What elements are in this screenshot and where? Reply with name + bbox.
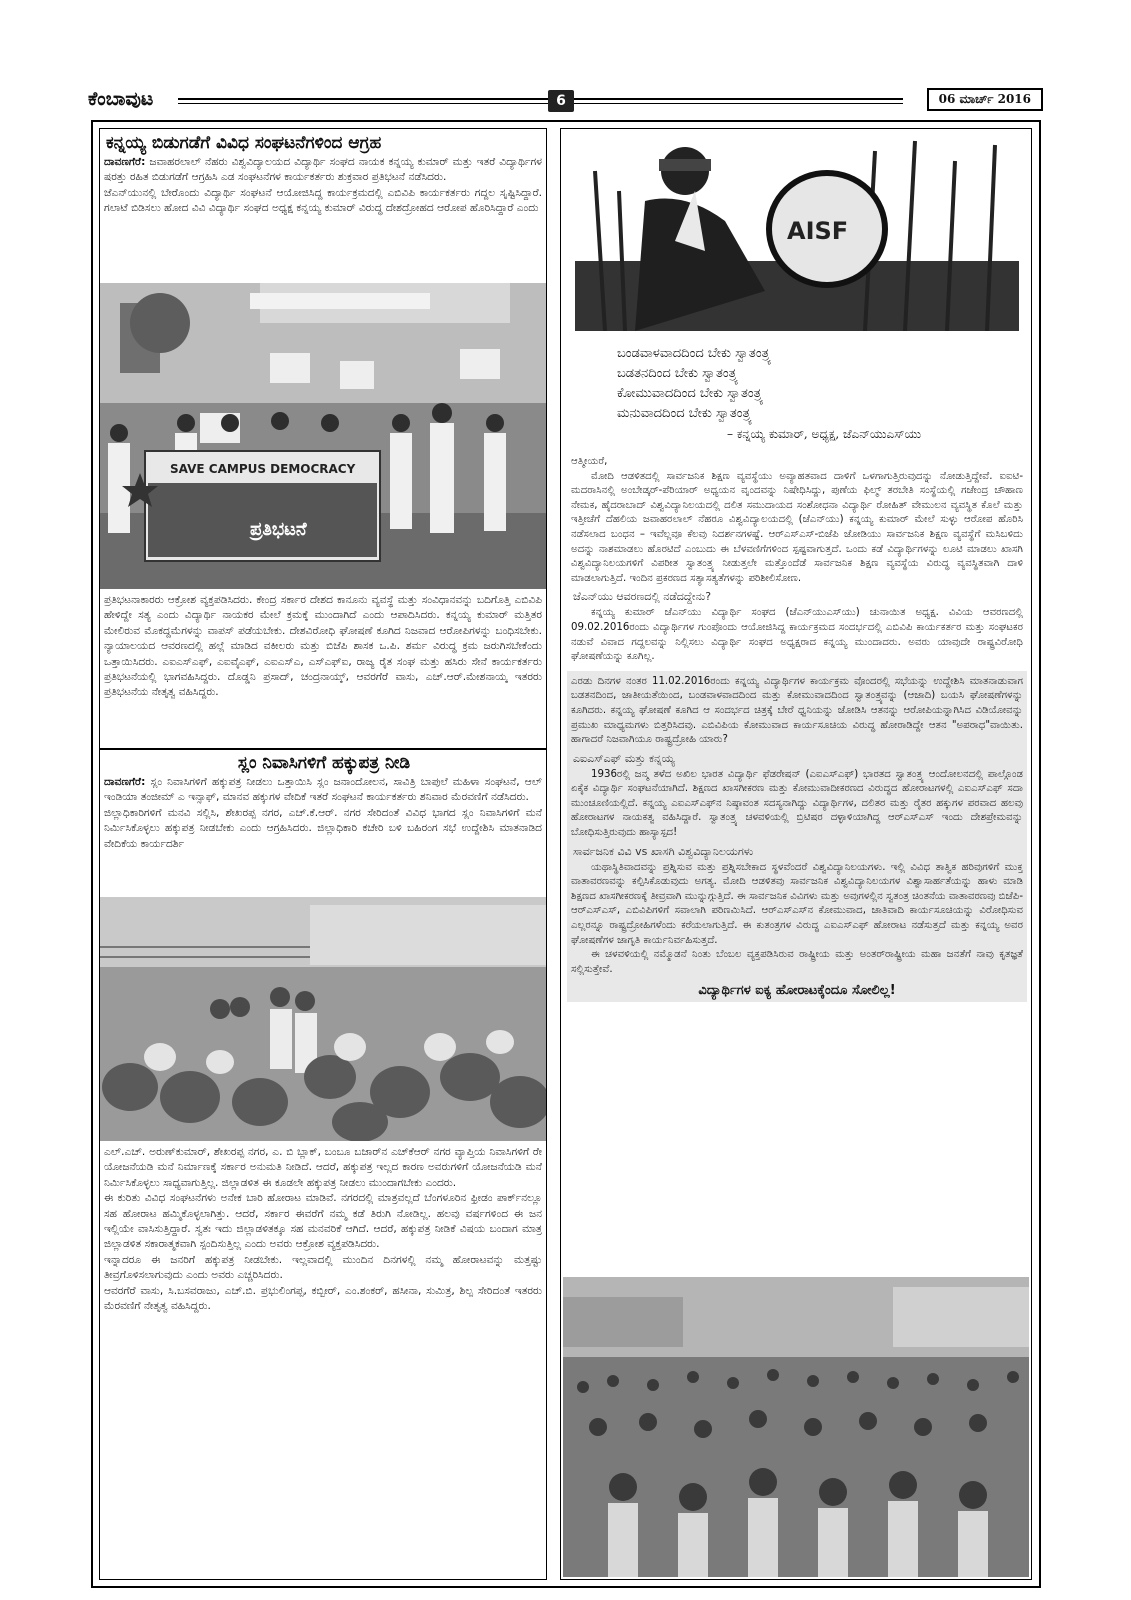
statement-body <box>567 455 1027 1002</box>
slogan: ವಿದ್ಯಾರ್ಥಿಗಳ ಐಕ್ಯ ಹೋರಾಟಕ್ಕೆಂದೂ ಸೋಲಿಲ್ಲ! <box>698 983 896 999</box>
issue-date: 06 ಮಾರ್ಚ್ 2016 <box>927 88 1043 111</box>
protest-photo-image <box>100 283 546 589</box>
student-crowd-image <box>563 1277 1029 1577</box>
paragraph: 1936ರಲ್ಲಿ ಜನ್ಮ ತಳೆದ ಅಖಿಲ ಭಾರತ ವಿದ್ಯಾರ್ಥಿ ಫೆಡರೇಷನ್ (ಎಐಎಸ್‌ಎಫ್) ಭಾರತದ ಸ್ವಾತಂತ್ರ್ಯ ಆಂದೋಲನದಲ್ಲಿ ಪಾಲ್ಗೊಂಡ ಏಕೈಕ ವಿದ್ಯಾರ್ಥಿ ಸಂಘಟನೆಯಾಗಿದೆ. ಶಿಕ್ಷಣದ ಖಾಸಗೀಕರಣ ಮತ್ತು ಕೋಮುವಾದೀಕರಣದ ವಿರುದ್ಧದ ಹೋರಾಟಗಳಲ್ಲಿ ಎಐಎಸ್‌ಎಫ್ ಸದಾ ಮುಂಚೂಣಿಯಲ್ಲಿದೆ. ಕನ್ನಯ್ಯ ಎಐಎಸ್‌ಎಫ್‌ನ ನಿಷ್ಠಾವಂತ ಸದಸ್ಯನಾಗಿದ್ದು ವಿದ್ಯಾರ್ಥಿಗಳ, ದಲಿತರ ಮತ್ತು ರೈತರ ಹಕ್ಕುಗಳ ಪರವಾದ ಹಲವು ಹೋರಾಟಗಳ ನಾಯಕತ್ವ ವಹಿಸಿದ್ದಾರೆ. ಸ್ವಾತಂತ್ರ್ಯ ಚಳವಳಿಯಲ್ಲಿ ಬ್ರಿಟಿಷರ ದಳ್ಳಾಳಿಯಾಗಿದ್ದ ಆರ್‌ಎಸ್‌ಎಸ್ ಇಂದು ದೇಶಪ್ರೇಮವನ್ನು ಬೋಧಿಸುತ್ತಿರುವುದು ಹಾಸ್ಯಾಸ್ಪದ! <box>571 768 1023 839</box>
paragraph: ದಾವಣಗೆರೆ: ಜವಾಹರಲಾಲ್ ನೆಹರು ವಿಶ್ವವಿದ್ಯಾಲಯದ ವಿದ್ಯಾರ್ಥಿ ಸಂಘದ ನಾಯಕ ಕನ್ನಯ್ಯ ಕುಮಾರ್ ಮತ್ತು ಇತರೆ ವಿದ್ಯಾರ್ಥಿಗಳ ಷರತ್ತು ರಹಿತ ಬಿಡುಗಡೆಗೆ ಆಗ್ರಹಿಸಿ ಎಡ ಸಂಘಟನೆಗಳ ಕಾರ್ಯಕರ್ತರು ಶುಕ್ರವಾರ ಪ್ರತಿಭಟನೆ ನಡೆಸಿದರು. <box>104 156 543 184</box>
right-column-aisf-statement <box>560 128 1032 1580</box>
kanhaiya-poem <box>617 344 1017 444</box>
banner-sub: ಪ್ರತಿಭಟನೆ <box>250 519 307 540</box>
article-kanhaiya-release <box>99 128 547 750</box>
poem-line: ಕೋಮುವಾದದಿಂದ ಬೇಕು ಸ್ವಾತಂತ್ರ್ಯ <box>617 386 764 401</box>
dateline: ದಾವಣಗೆರೆ: <box>104 156 146 168</box>
paragraph: ಕನ್ನಯ್ಯ ಕುಮಾರ್ ಜೆಎನ್‌ಯು ವಿದ್ಯಾರ್ಥಿ ಸಂಘದ (ಜೆಎನ್‌ಯುಎಸ್‌ಯು) ಚುನಾಯಿತ ಅಧ್ಯಕ್ಷ. ವಿವಿಯ ಆವರಣದಲ್ಲಿ 09.02.2016ರಂದು ವಿದ್ಯಾರ್ಥಿಗಳ ಗುಂಪೊಂದು ಆಯೋಜಿಸಿದ್ದ ಕಾರ್ಯಕ್ರಮದ ಸಂದರ್ಭದಲ್ಲಿ ಎಬಿವಿಪಿ ಕಾರ್ಯಕರ್ತರ ಮತ್ತು ಸಂಘಟಕರ ನಡುವೆ ವಿವಾದ ಗದ್ದಲವನ್ನು ನಿಲ್ಲಿಸಲು ವಿದ್ಯಾರ್ಥಿ ಸಂಘದ ಅಧ್ಯಕ್ಷರಾದ ಕನ್ನಯ್ಯ ಮುಂದಾದರು. ಅವರು ಯಾವುದೇ ರಾಷ್ಟ್ರವಿರೋಧಿ ಘೋಷಣೆಯನ್ನು ಕೂಗಿಲ್ಲ. <box>571 607 1023 663</box>
protest-photo <box>100 283 546 589</box>
subheading: ಜೆಎನ್‌ಯು ಆವರಣದಲ್ಲಿ ನಡೆದದ್ದೇನು? <box>573 590 712 604</box>
paragraph: ಈ ಕುರಿತು ವಿವಿಧ ಸಂಘಟನೆಗಳು ಅನೇಕ ಬಾರಿ ಹೋರಾಟ ಮಾಡಿವೆ. ನಗರದಲ್ಲಿ ಮಾತ್ರವಲ್ಲದೆ ಬೆಂಗಳೂರಿನ ಫ್ರೀಡಂ ಪಾರ್ಕ್‌ನಲ್ಲೂ ಸಹ ಹೋರಾಟ ಹಮ್ಮಿಕೊಳ್ಳಲಾಗಿತ್ತು. ಆದರೆ, ಸರ್ಕಾರ ಈವರೆಗೆ ನಮ್ಮ ಕಡೆ ತಿರುಗಿ ನೋಡಿಲ್ಲ. ಹಲವು ವರ್ಷಗಳಿಂದ ಈ ಜನ ಇಲ್ಲಿಯೇ ವಾಸಿಸುತ್ತಿದ್ದಾರೆ. ಸ್ವತಃ ಇದು ಜಿಲ್ಲಾಡಳಿತಕ್ಕೂ ಸಹ ಮನವರಿಕೆ ಆಗಿದೆ. ಆದರೆ, ಹಕ್ಕುಪತ್ರ ನೀಡಿಕೆ ವಿಷಯ ಬಂದಾಗ ಮಾತ್ರ ಜಿಲ್ಲಾಡಳಿತ ಸಕಾರಾತ್ಮಕವಾಗಿ ಸ್ಪಂದಿಸುತ್ತಿಲ್ಲ ಎಂದು ಅವರು ಆಕ್ರೋಶ ವ್ಯಕ್ತಪಡಿಸಿದರು. <box>104 1192 542 1251</box>
drum-label: AISF <box>787 217 849 245</box>
masthead-rule <box>178 98 903 100</box>
headline: ಕನ್ನಯ್ಯ ಬಿಡುಗಡೆಗೆ ವಿವಿಧ ಸಂಘಟನೆಗಳಿಂದ ಆಗ್ರಹ <box>106 133 382 153</box>
paragraph: ಯಥಾಸ್ಥಿತಿವಾದವನ್ನು ಪ್ರಶ್ನಿಸುವ ಮತ್ತು ಪ್ರಶ್ನಿಸಬೇಕಾದ ಸ್ಥಳವೆಂದರೆ ವಿಶ್ವವಿದ್ಯಾನಿಲಯಗಳು. ಇಲ್ಲಿ ವಿವಿಧ ತಾತ್ವಿಕ ಹರಿವುಗಳಿಗೆ ಮುಕ್ತ ವಾತಾವರಣವನ್ನು ಕಲ್ಪಿಸಿಕೊಡುವುದು ಅಗತ್ಯ. ಮೋದಿ ಆಡಳಿತವು ಸಾರ್ವಜನಿಕ ವಿಶ್ವವಿದ್ಯಾನಿಲಯಗಳ ವಿಶ್ವಾಸಾರ್ಹತೆಯನ್ನು ಹಾಳು ಮಾಡಿ ಶಿಕ್ಷಣದ ಖಾಸಗೀಕರಣಕ್ಕೆ ತೀವ್ರವಾಗಿ ಮುನ್ನುಗ್ಗುತ್ತಿದೆ. ಈ ಸಾರ್ವಜನಿಕ ವಿವಿಗಳು ಮತ್ತು ಅವುಗಳಲ್ಲಿನ ಸ್ವತಂತ್ರ ಚಿಂತನೆಯ ವಾತಾವರಣವು ಬಿಜೆಪಿ-ಆರ್‌ಎಸ್‌ಎಸ್, ಎಬಿವಿಪಿಗಳಿಗೆ ಸವಾಲಾಗಿ ಪರಿಣಮಿಸಿದೆ. ಆರ್‌ಎಸ್‌ಎಸ್‌ನ ಕೋಮುವಾದ, ಜಾತಿವಾದಿ ಕಾರ್ಯಸೂಚಿಯನ್ನು ವಿರೋಧಿಸುವ ಎಲ್ಲರನ್ನೂ ರಾಷ್ಟ್ರದ್ರೋಹಿಗಳೆಂದು ಕರೆಯಲಾಗುತ್ತಿದೆ. ಈ ಕುತಂತ್ರಗಳ ವಿರುದ್ಧ ಎಐಎಸ್‌ಎಫ್ ಹೋರಾಟ ನಡೆಸುತ್ತದೆ ಮತ್ತು ಕನ್ನಯ್ಯ ಅವರ ಘೋಷಣೆಗಳ ಜಾಗೃತಿ ಕಾರ್ಯನಿರ್ವಹಿಸುತ್ತದೆ. <box>571 861 1023 946</box>
page-number: 6 <box>548 90 574 112</box>
paragraph: ಜಿಲ್ಲಾಧಿಕಾರಿಗಳಿಗೆ ಮನವಿ ಸಲ್ಲಿಸಿ, ಶೇಖರಪ್ಪ ನಗರ, ಎಚ್.ಕೆ.ಆರ್. ನಗರ ಸೇರಿದಂತೆ ವಿವಿಧ ಭಾಗದ ಸ್ಲಂ ನಿವಾಸಿಗಳಿಗೆ ಮನೆ ನಿರ್ಮಿಸಿಕೊಳ್ಳಲು ಹಕ್ಕುಪತ್ರ ನೀಡಬೇಕು ಎಂದು ಆಗ್ರಹಿಸಿದರು. ಜಿಲ್ಲಾಧಿಕಾರಿ ಕಚೇರಿ ಬಳಿ ಬಹಿರಂಗ ಸಭೆ ಉದ್ದೇಶಿಸಿ ಮಾತನಾಡಿದ ವೇದಿಕೆಯ ಕಾರ್ಯದರ್ಶಿ <box>104 806 542 850</box>
paragraph: ದಾವಣಗೆರೆ: ಸ್ಲಂ ನಿವಾಸಿಗಳಿಗೆ ಹಕ್ಕುಪತ್ರ ನೀಡಲು ಒತ್ತಾಯಿಸಿ ಸ್ಲಂ ಜನಾಂದೋಲನ, ಸಾವಿತ್ರಿ ಬಾಪುಲೆ ಮಹಿಳಾ ಸಂಘಟನೆ, ಆಲ್ ಇಂಡಿಯಾ ತಂಜೀಮ್ ಎ ಇನ್ಸಾಫ್, ಮಾನವ ಹಕ್ಕುಗಳ ವೇದಿಕೆ ಇತರೆ ಸಂಘಟನೆ ಕಾರ್ಯಕರ್ತರು ಶನಿವಾರ ಮೆರವಣಿಗೆ ನಡೆಸಿದರು. <box>104 776 542 804</box>
paragraph: ಎರಡು ದಿನಗಳ ನಂತರ 11.02.2016ರಂದು ಕನ್ನಯ್ಯ ವಿದ್ಯಾರ್ಥಿಗಳ ಕಾರ್ಯಕ್ರಮ ವೊಂದರಲ್ಲಿ ಸಭೆಯನ್ನು ಉದ್ದೇಶಿಸಿ ಮಾತನಾಡುವಾಗ ಬಡತನದಿಂದ, ಜಾತೀಯತೆಯಿಂದ, ಬಂಡವಾಳವಾದದಿಂದ ಮತ್ತು ಕೋಮುವಾದದಿಂದ ಸ್ವಾತಂತ್ರ್ಯವನ್ನು (ಆಜಾದಿ) ಬಯಸಿ ಘೋಷಣೆಗಳನ್ನು ಕೂಗಿದರು. ಕನ್ನಯ್ಯ ಘೋಷಣೆ ಕೂಗಿದ ಆ ಸಂದರ್ಭದ ಚಿತ್ರಕ್ಕೆ ಬೇರೆ ಧ್ವನಿಯನ್ನು ಜೋಡಿಸಿ ಆತನನ್ನು ಆರೋಪಿಯನ್ನಾಗಿಸಿದ ವಿಡಿಯೋವನ್ನು ಪ್ರಮುಖ ಮಾಧ್ಯಮಗಳು ಬಿತ್ತರಿಸಿದವು. ಎಬಿವಿಪಿಯ ಕೋಮುವಾದ ಕಾರ್ಯಸೂಚಿಯ ವಿರುದ್ಧ ಹೋರಾಡಿದ್ದೇ ಆತನ "ಅಪರಾಧ"ವಾಯಿತು. ಹಾಗಾದರೆ ನಿಜವಾಗಿಯೂ ರಾಷ್ಟ್ರದ್ರೋಹಿ ಯಾರು? <box>571 675 1023 746</box>
paragraph: ಆವರಗೆರೆ ವಾಸು, ಸಿ.ಬಸವರಾಜು, ಎಚ್.ಬಿ. ಪ್ರಭುಲಿಂಗಪ್ಪ, ಕಬ್ಬೀರ್, ಎಂ.ಶಂಕರ್, ಹಸೀನಾ, ಸುಮಿತ್ರ, ಶಿಲ್ಪ ಸೇರಿದಂತೆ ಇತರರು ಮೆರವಣಿಗೆ ನೇತೃತ್ವ ವಹಿಸಿದ್ದರು. <box>104 1284 542 1313</box>
paragraph: ಇನ್ನಾದರೂ ಈ ಜನರಿಗೆ ಹಕ್ಕುಪತ್ರ ನೀಡಬೇಕು. ಇಲ್ಲವಾದಲ್ಲಿ ಮುಂದಿನ ದಿನಗಳಲ್ಲಿ ನಮ್ಮ ಹೋರಾಟವನ್ನು ಮತ್ತಷ್ಟು ತೀವ್ರಗೊಳಿಸಲಾಗುವುದು ಎಂದು ಅವರು ಎಚ್ಚರಿಸಿದರು. <box>104 1253 542 1282</box>
newspaper-title: ಕೆಂಬಾವುಟ <box>88 88 154 110</box>
aisf-illustration <box>575 131 1019 331</box>
paragraph: ಜೆಎನ್‌ಯುನಲ್ಲಿ ಬೇರೊಂದು ವಿದ್ಯಾರ್ಥಿ ಸಂಘಟನೆ ಆಯೋಜಿಸಿದ್ದ ಕಾರ್ಯಕ್ರಮದಲ್ಲಿ ಎಬಿವಿಪಿ ಕಾರ್ಯಕರ್ತರು ಗದ್ದಲ ಸೃಷ್ಟಿಸಿದ್ದಾರೆ. ಗಲಾಟೆ ಬಿಡಿಸಲು ಹೋದ ವಿವಿ ವಿದ್ಯಾರ್ಥಿ ಸಂಘದ ಅಧ್ಯಕ್ಷ ಕನ್ನಯ್ಯ ಕುಮಾರ್ ವಿರುದ್ಧ ದೇಶದ್ರೋಹದ ಆರೋಪ ಹೊರಿಸಿದ್ದಾರೆ ಎಂದು <box>104 186 542 215</box>
paragraph: ಮೋದಿ ಆಡಳಿತದಲ್ಲಿ ಸಾರ್ವಜನಿಕ ಶಿಕ್ಷಣ ವ್ಯವಸ್ಥೆಯು ಅವ್ಯಾಹತವಾದ ದಾಳಿಗೆ ಒಳಗಾಗುತ್ತಿರುವುದನ್ನು ನೋಡುತ್ತಿದ್ದೇವೆ. ಐಐಟಿ-ಮದರಾಸಿನಲ್ಲಿ ಅಂಬೇಡ್ಕರ್-ಪೆರಿಯಾರ್ ಅಧ್ಯಯನ ವೃಂದವನ್ನು ನಿಷೇಧಿಸಿದ್ದು, ಪುಣೆಯ ಫಿಲ್ಮ್ ತರಬೇತಿ ಸಂಸ್ಥೆಯಲ್ಲಿ ಗಜೇಂದ್ರ ಚೌಹಾಣ ನೇಮಕ, ಹೈದರಾಬಾದ್ ವಿಶ್ವವಿದ್ಯಾನಿಲಯದಲ್ಲಿ ದಲಿತ ಸಮುದಾಯದ ಸಂಶೋಧನಾ ವಿದ್ಯಾರ್ಥಿ ರೋಹಿತ್ ವೇಮುಲನ ವ್ಯವಸ್ಥಿತ ಕೊಲೆ ಮತ್ತು ಇತ್ತೀಚೆಗೆ ದೆಹಲಿಯ ಜವಾಹರಲಾಲ್ ನೆಹರೂ ವಿಶ್ವವಿದ್ಯಾಲಯದಲ್ಲಿ (ಜೆಎನ್‌ಯು) ಕನ್ನಯ್ಯ ಕುಮಾರ್ ಮೇಲೆ ಸುಳ್ಳು ಆರೋಪ ಹೊರಿಸಿ ನಡೆಸಲಾದ ಬಂಧನ – ಇವೆಲ್ಲವೂ ಕೆಲವು ನಿದರ್ಶನಗಳಷ್ಟೆ. ಆರ್‌ಎಸ್‌ಎಸ್-ಬಿಜೆಪಿ ಜೋಡಿಯು ಸಾರ್ವಜನಿಕ ಶಿಕ್ಷಣ ವ್ಯವಸ್ಥೆಗೆ ಮಸಿಬಳಿದು ಅದನ್ನು ನಾಶಮಾಡಲು ಹೊರಟಿದೆ ಎಂಬುದು ಈ ಬೆಳವಣಿಗೆಗಳಿಂದ ಸ್ಪಷ್ಟವಾಗುತ್ತದೆ. ಒಂದು ಕಡೆ ವಿದ್ಯಾರ್ಥಿಗಳನ್ನು ಲೂಟಿ ಮಾಡಲು ಖಾಸಗಿ ವಿಶ್ವವಿದ್ಯಾನಿಲಯಗಳಿಗೆ ವಿಪರೀತ ಸ್ವಾತಂತ್ರ್ಯ ನೀಡುತ್ತಲೇ ಮತ್ತೊಂದೆಡೆ ಸಾರ್ವಜನಿಕ ಶಿಕ್ಷಣ ವ್ಯವಸ್ಥೆಯ ವಿರುದ್ಧ ವ್ಯವಸ್ಥಿತವಾಗಿ ದಾಳಿ ಮಾಡಲಾಗುತ್ತಿದೆ. ಇಂದಿನ ಪ್ರಕರಣದ ಸತ್ಯಾಸತ್ಯತೆಗಳನ್ನು ಪರಿಶೀಲಿಸೋಣ. <box>571 470 1023 584</box>
poem-line: ಬಡತನದಿಂದ ಬೇಕು ಸ್ವಾತಂತ್ರ್ಯ <box>617 366 739 381</box>
aisf-drum-illustration <box>575 131 1019 331</box>
banner-text: SAVE CAMPUS DEMOCRACY <box>170 462 356 476</box>
poem-line: ಬಂಡವಾಳವಾದದಿಂದ ಬೇಕು ಸ್ವಾತಂತ್ರ್ಯ <box>617 346 772 361</box>
masthead <box>88 88 1043 116</box>
masthead-rule <box>178 103 903 104</box>
poem-line: ಮನುವಾದದಿಂದ ಬೇಕು ಸ್ವಾತಂತ್ರ್ಯ <box>617 406 753 421</box>
left-column <box>99 128 547 1580</box>
paragraph: ಪ್ರತಿಭಟನಾಕಾರರು ಆಕ್ರೋಶ ವ್ಯಕ್ತಪಡಿಸಿದರು. ಕೇಂದ್ರ ಸರ್ಕಾರ ದೇಶದ ಕಾನೂನು ವ್ಯವಸ್ಥೆ ಮತ್ತು ಸಂವಿಧಾನವನ್ನು ಬದಿಗೊತ್ತಿ ಎಬಿವಿಪಿ ಹೇಳಿದ್ದೇ ಸತ್ಯ ಎಂದು ವಿದ್ಯಾರ್ಥಿ ನಾಯಕರ ಮೇಲೆ ಕ್ರಮಕ್ಕೆ ಮುಂದಾಗಿದೆ ಎಂದು ಆಪಾದಿಸಿದರು. ಕನ್ನಯ್ಯ ಕುಮಾರ್ ಮತ್ತಿತರ ಮೇಲಿರುವ ಮೊಕದ್ದಮೆಗಳನ್ನು ವಾಪಸ್ ಪಡೆಯಬೇಕು. ದೇಶವಿರೋಧಿ ಘೋಷಣೆ ಕೂಗಿದ ನಿಜವಾದ ಆರೋಪಿಗಳನ್ನು ಬಂಧಿಸಬೇಕು. ನ್ಯಾಯಾಲಯದ ಆವರಣದಲ್ಲಿ ಹಲ್ಲೆ ಮಾಡಿದ ವಕೀಲರು ಮತ್ತು ಬಿಜೆಪಿ ಶಾಸಕ ಒ.ಪಿ. ಶರ್ಮ ವಿರುದ್ಧ ಕ್ರಮ ಜರುಗಿಸಬೇಕೆಂದು ಒತ್ತಾಯಿಸಿದರು. ಎಐಎಸ್‌ಎಫ್, ಎಐವೈಎಫ್, ಎಐಎಸ್‌ಎ, ಎಸ್‌ಎಫ್‌ಐ, ರಾಜ್ಯ ರೈತ ಸಂಘ ಮತ್ತು ಹಸಿರು ಸೇನೆ ಕಾರ್ಯಕರ್ತರು ಪ್ರತಿಭಟನೆಯಲ್ಲಿ ಭಾಗವಹಿಸಿದ್ದರು. ದೊಡ್ಡನಿ ಪ್ರಸಾದ್, ಚಂದ್ರನಾಯ್ಕ್, ಆವರಗೆರೆ ವಾಸು, ಎಚ್.ಆರ್.ಮೇಶನಾಯ್ಕ ಇತರರು ಪ್ರತಿಭಟನೆಯ ನೇತೃತ್ವ ವಹಿಸಿದ್ದರು. <box>104 594 542 699</box>
slum-dwellers-photo <box>100 897 546 1141</box>
salutation: ಆತ್ಮೀಯರೆ, <box>571 456 608 467</box>
slum-dwellers-image <box>100 897 546 1141</box>
subheading: ಎಐಎಸ್‌ಎಫ್ ಮತ್ತು ಕನ್ನಯ್ಯ <box>573 751 675 765</box>
article-slum-rights <box>99 748 547 1580</box>
headline: ಸ್ಲಂ ನಿವಾಸಿಗಳಿಗೆ ಹಕ್ಕುಪತ್ರ ನೀಡಿ <box>237 753 411 773</box>
paragraph: ಎಲ್.ಎಚ್. ಅರುಣ್‌ಕುಮಾರ್, ಶೇಖರಪ್ಪ ನಗರ, ಎ. ಬಿ ಬ್ಲಾಕ್, ಬಂಬೂ ಬಜಾರ್‌ನ ಎಚ್‌ಕೆಆರ್ ನಗರ ವ್ಯಾಪ್ತಿಯ ನಿವಾಸಿಗಳಿಗೆ ರೇ ಯೋಜನೆಯಡಿ ಮನೆ ನಿರ್ಮಾಣಕ್ಕೆ ಸರ್ಕಾರ ಅನುಮತಿ ನೀಡಿದೆ. ಆದರೆ, ಹಕ್ಕುಪತ್ರ ಇಲ್ಲದ ಕಾರಣ ಅವರುಗಳಿಗೆ ಯೋಜನೆಯಡಿ ಮನೆ ನಿರ್ಮಿಸಿಕೊಳ್ಳಲು ಸಾಧ್ಯವಾಗುತ್ತಿಲ್ಲ. ಜಿಲ್ಲಾಡಳಿತ ಈ ಕೂಡಲೇ ಹಕ್ಕುಪತ್ರ ನೀಡಲು ಮುಂದಾಗಬೇಕು ಎಂದರು. <box>104 1146 542 1189</box>
dateline: ದಾವಣಗೆರೆ: <box>104 776 146 788</box>
paragraph: ಈ ಚಳವಳಿಯಲ್ಲಿ ನಮ್ಮೊಡನೆ ನಿಂತು ಬೆಂಬಲ ವ್ಯಕ್ತಪಡಿಸಿರುವ ರಾಷ್ಟ್ರೀಯ ಮತ್ತು ಅಂತರ್‌ರಾಷ್ಟ್ರೀಯ ಮಹಾ ಜನತೆಗೆ ನಾವು ಕೃತಜ್ಞತೆ ಸಲ್ಲಿಸುತ್ತೇವೆ. <box>571 949 1023 975</box>
poem-author: – ಕನ್ನಯ್ಯ ಕುಮಾರ್, ಅಧ್ಯಕ್ಷ, ಜೆಎನ್‌ಯುಎಸ್‌ಯು <box>727 427 922 441</box>
crowd-photo <box>563 1277 1029 1577</box>
subheading: ಸಾರ್ವಜನಿಕ ವಿವಿ vs ಖಾಸಗಿ ವಿಶ್ವವಿದ್ಯಾನಿಲಯಗಳು <box>573 844 754 858</box>
